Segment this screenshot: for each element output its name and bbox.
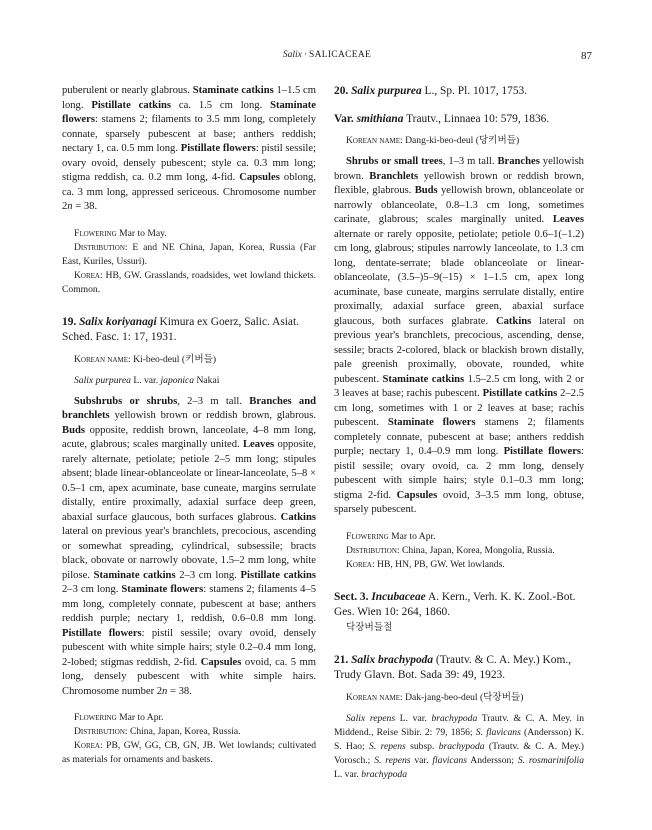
korean-name-21: Korean name: Dak-jang-beo-deul (닥장버들) — [346, 691, 524, 703]
korean-name-19: Korean name: Ki-beo-deul (키버들) — [74, 353, 217, 365]
flowering-19: Flowering Mar to Apr. — [74, 712, 164, 723]
species-heading-19: 19. Salix koriyanagi Kimura ex Goerz, Salic. Asiat. Sched. Fasc. 1: 17, 1931. — [62, 315, 299, 343]
flowering-20: Flowering Mar to Apr. — [346, 530, 436, 542]
description-paragraph-18-cont: puberulent or nearly glabrous. Staminate catkins 1–1.5 cm long. Pistillate catkins ca. 1.5 cm long. Staminate flowers: stamens 2; filaments to 3.5 mm long, completely connate, sparsely pubescent at base; anthers reddish; nectary 1, ca. 0.5 mm long. Pistillate flowers: pistil sessile; ovary ovoid, densely pubescent; style ca. 0.3 mm long; stigma reddish, ca. 0.2 mm long, 4-fid. Capsules oblong, ca. 3 mm long, appressed sericeous. Chromosome number 2n = 38. — [62, 85, 316, 212]
korean-name-20: Korean name: Dang-ki-beo-deul (당키버들) — [346, 135, 520, 146]
right-column — [334, 84, 584, 782]
running-title — [62, 50, 592, 60]
distribution-20: Distribution: China, Japan, Korea, Mongolia, Russia. — [346, 544, 555, 556]
header-genus: Salix — [282, 50, 302, 60]
section-korean-name: 닥장버들절 — [346, 621, 393, 633]
left-column — [62, 84, 316, 767]
flowering-18: Flowering Mar to May. — [74, 227, 167, 239]
header-family: SALICACEAE — [309, 50, 372, 60]
species-heading-20: 20. Salix purpurea L., Sp. Pl. 1017, 1753. — [334, 85, 528, 97]
distribution-18: Distribution: E and NE China, Japan, Korea, Russia (Far East, Kuriles, Ussuri). — [62, 241, 316, 267]
header-separator: · — [301, 50, 309, 60]
korea-20: Korea: HB, HN, PB, GW. Wet lowlands. — [346, 558, 505, 570]
variety-heading-20: Var. smithiana Trautv., Linnaea 10: 579, 1836. — [334, 112, 550, 125]
synonym-19: Salix purpurea L. var. japonica Nakai — [74, 374, 220, 386]
running-header — [62, 50, 592, 66]
korea-19: Korea: PB, GW, GG, CB, GN, JB. Wet lowlands; cultivated as materials for ornaments and baskets. — [62, 740, 316, 765]
korea-18: Korea: HB, GW. Grasslands, roadsides, wet lowland thickets. Common. — [62, 269, 316, 295]
description-paragraph-20: Shrubs or small trees, 1–3 m tall. Branches yellowish brown. Branchlets yellowish brown or reddish brown, flexible, glabrous. Buds yellowish brown, oblanceolate or narrowly oblanceolate, 0.8–1.3 cm long, sometimes carinate, glabrous; scales marginally united. Leaves alternate or rarely opposite, petiolate; petiole 0.6–1(–1.2) cm long, glabrous; stipules narrowly lanceolate, to 1.3 cm long, dentate-serrate; blade oblanceolate or linear-oblanceolate, (3.5–)5–9(–15) × 1–1.5 cm, apex long acuminate, base cuneate, margins serrulate distally, entire proximally, adaxial surface green, abaxial surface glaucous, both surfaces glabrate. Catkins lateral on previous year's branchlets, precocious, ascending, dense, sessile; bracts 2-colored, black or blackish brown distally, pale greenish proximally, obovate, rounded, white pubescent. Staminate catkins 1.5–2.5 cm long, with 2 or 3 leaves at base; rachis pubescent. Pistillate catkins 2–2.5 cm long, sometimes with 1 or 2 leaves at base; rachis pubescent. Staminate flowers stamens 2; filaments completely connate, pubescent at base; anthers reddish purple; nectary 1, 0.4–0.9 mm long. Pistillate flowers: pistil sessile; ovary ovoid, ca. 2 mm long, densely pubescent with simple hairs; style 0.1–0.3 mm long; stigma 2-fid. Capsules ovoid, 3–3.5 mm long, obtuse, sparsely pubescent. — [334, 156, 585, 515]
synonyms-21: Salix repens L. var. brachypoda Trautv. & C. A. Mey. in Middend., Reise Sibir. 2: 79, 1856; S. flavicans (Andersson) K. S. Hao; S. repens subsp. brachypoda (Trautv. & C. A. Mey.) Vorosch.; S. repens var. flavicans Andersson; S. rosmarinifolia L. var. brachypoda — [334, 712, 584, 780]
description-paragraph-19: Subshrubs or shrubs, 2–3 m tall. Branches and branchlets yellowish brown or reddish brown, glabrous. Buds opposite, reddish brown, lanceolate, 4–8 mm long, acute, glabrous; scales marginally united. Leaves opposite, rarely alternate, petiolate; petiole 2–5 mm long; stipules absent; blade linear-oblanceolate or linear-lanceolate, 5–8 × 0.5–1 cm, apex acuminate, base cuneate, margins serrulate distally, entire proximally, adaxial surface deep green, abaxial surface glaucous, both surfaces glabrous. Catkins lateral on previous year's branchlets, precocious, ascending or somewhat spreading, cylindrical, subsessile; bracts black, obovate or narrowly obovate, 1.5–2 mm long, white pilose. Staminate catkins 2–3 cm long. Pistillate catkins 2–3 cm long. Staminate flowers: stamens 2; filaments 4–5 mm long, completely connate, pubescent at base; anthers reddish purple; nectary 1, reddish, 0.6–0.8 mm long. Pistillate flowers: pistil sessile; ovary ovoid, densely pubescent with white simple hairs; style 0.2–0.4 mm long, 2-lobed; stigmas reddish, 2-fid. Capsules ovoid, ca. 5 mm long, densely pubescent with white simple hairs. Chromosome number 2n = 38. — [62, 395, 317, 697]
page-number: 87 — [581, 50, 592, 62]
section-heading-3: Sect. 3. Incubaceae A. Kern., Verh. K. K. Zool.-Bot. Ges. Wien 10: 264, 1860. — [334, 590, 576, 618]
distribution-19: Distribution: China, Japan, Korea, Russia. — [74, 726, 241, 737]
species-heading-21: 21. Salix brachypoda (Trautv. & C. A. Mey.) Kom., Trudy Glavn. Bot. Sada 39: 49, 1923. — [334, 653, 572, 681]
